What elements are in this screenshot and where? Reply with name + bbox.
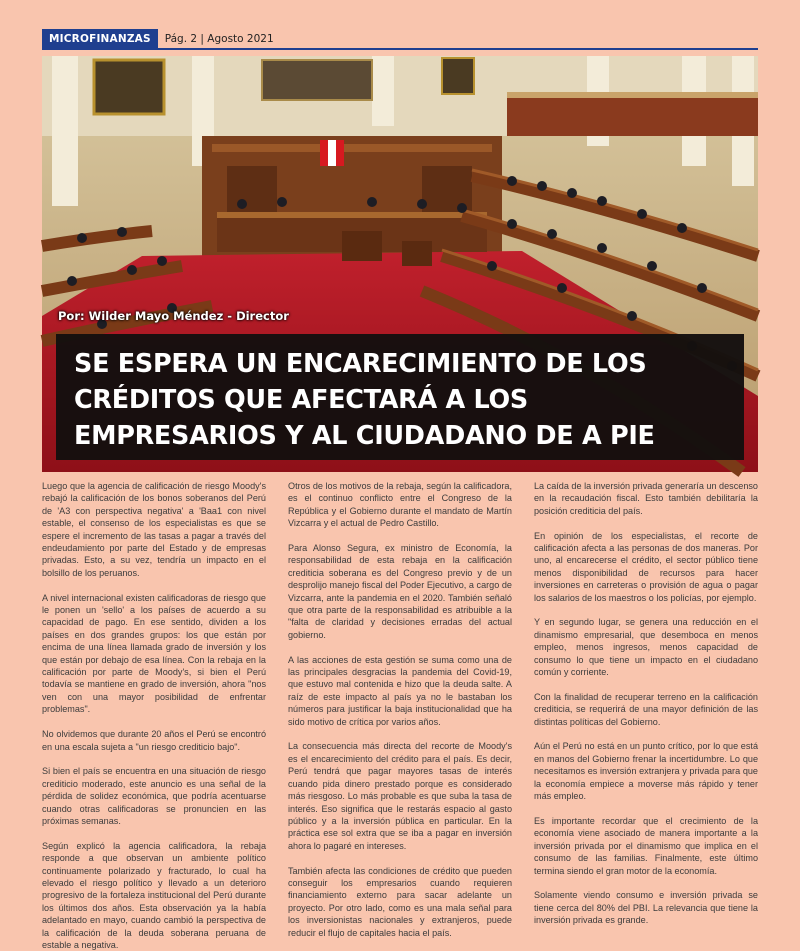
paragraph: Solamente viendo consumo e inversión privada se tiene cerca del 80% del PBI. La relevancia que tiene la inversión privada es grande. [534,890,758,926]
paragraph: Y en segundo lugar, se genera una reducción en el dinamismo empresarial, que desemboca en menos empleo, menos ingresos, menos capacidad de consumo lo que tiene un impacto en el ciudadano común y corriente. [534,617,758,678]
headline-box [56,334,744,460]
article-column-3 [534,480,758,926]
paragraph: También afecta las condiciones de crédito que pueden conseguir los empresarios cuando requieren financiamiento externo para sacar adelante un proyecto. Por otro lado, como es una mala señal para los inversionistas nacionales y extranjeros, puede reducir el flujo de capitales hacia el país. [288,865,512,938]
paragraph: No olvidemos que durante 20 años el Perú se encontró en una escala sujeta a "un riesgo crediticio bajo". [42,729,266,752]
paragraph: Con la finalidad de recuperar terreno en la calificación crediticia, se requerirá de una mayor definición de las distintas políticas del Gobierno. [534,691,758,727]
brand-logo: MICROFINANZAS [42,29,158,49]
paragraph: La caída de la inversión privada generaría un descenso en la recaudación fiscal. Esto también debilitaría la posición crediticia del país. [534,481,758,516]
paragraph: Es importante recordar que el crecimiento de la economía viene asociado de manera importante a la inversión privada por el dinamismo que implica en el consumo de las familias. Finalmente, este último termina siendo el gran motor de la economía. [534,815,758,876]
hero-photo [42,56,758,472]
paragraph: Luego que la agencia de calificación de riesgo Moody's rebajó la calificación de los bonos soberanos del Perú de 'A3 con perspectiva negativa' a 'Baa1 con nivel estable, el consenso de los especialistas es que se espere el incremento de las tasas a pagar a través del endeudamiento por parte del Estado y de empresas privadas. Esto, a su vez, tendría un impacto en el bolsillo de los peruanos. [42,481,266,578]
paragraph: Otros de los motivos de la rebaja, según la calificadora, es el continuo conflicto entre el Congreso de la República y el Gobierno durante el mandato de Martín Vizcarra y el actual de Pedro Castillo. [288,481,512,529]
page-header [42,28,758,50]
header-rule [42,48,758,50]
paragraph: Para Alonso Segura, ex ministro de Economía, la responsabilidad de esta rebaja en la calificación crediticia soberana es del Congreso previo y de un desprolijo manejo fiscal del Poder Ejecutivo, a cargo de Vizcarra, ante la pandemia en el 2020. También señaló que otra parte de la responsabilidad es atribuible a la "falta de claridad y decisiones erradas del actual gobierno. [288,543,512,640]
page-number-date: Pág. 2 | Agosto 2021 [164,33,274,45]
paragraph: Aún el Perú no está en un punto crítico, por lo que está en manos del Gobierno frenar la incertidumbre. Lo que necesitamos es inversión extranjera y privada para que la economía empiece a moverse más rápido y tener más empleo. [534,741,758,802]
headline: SE ESPERA UN ENCARECIMIENTO DE LOS CRÉDITOS QUE AFECTARÁ A LOS EMPRESARIOS Y AL CIUDADANO DE A PIE [74,349,655,451]
article-column-1 [42,480,266,950]
photo-credit: Por: Wilder Mayo Méndez - Director [58,309,289,323]
paragraph: A nivel internacional existen calificadoras de riesgo que le ponen un 'sello' a los países de acuerdo a su capacidad de pago. En ese sentido, dividen a los países en dos grandes grupos: los que están por encima de una línea llamada grado de inversión y los que están por debajo de esa línea. Con la rebaja en la calificación por parte de Moody's, si bien el Perú todavía se mantiene en grado de inversión, ahora "nos ven con una mayor posibilidad de enfrentar problemas". [42,592,266,715]
article-body [42,480,758,950]
paragraph: A las acciones de esta gestión se suma como una de las principales desgracias la pandemia del Covid-19, que estuvo mal contenida e hizo que la deuda salte. A raíz de este impacto al país ya no le bastaban los números para justificar la baja institucionalidad que ha sido motivo de crítica por varios años. [288,654,512,727]
paragraph: Según explicó la agencia calificadora, la rebaja responde a que observan un ambiente político continuamente polarizado y fracturado, lo cual ha elevado el riesgo político y llevado a un deterioro progresivo de la fortaleza institucional del Perú durante los últimos dos años. Esta observación ya la había adelantado en mayo, cuando cambió la perspectiva de la calificación de la deuda soberana peruana de estable a negativa. [42,840,266,950]
paragraph: La consecuencia más directa del recorte de Moody's es el encarecimiento del crédito para el país. Es decir, Perú tendrá que pagar mayores tasas de interés cuando pida dinero prestado porque es considerado más riesgoso. Lo más probable es que suba la tasa de interés. Eso significa que le restarás espacio al gasto público y a la inversión pública en particular. En la práctica ese sol extra que se iba a pagar en inversión ahora lo pagaré en intereses. [288,741,512,851]
article-column-2 [288,480,512,938]
paragraph: Si bien el país se encuentra en una situación de riesgo crediticio moderado, este anuncio es una señal de la pérdida de solidez económica, que podría acentuarse cuando otras calificadoras se pronuncien en las próximas semanas. [42,766,266,826]
paragraph: En opinión de los especialistas, el recorte de calificación afecta a las personas de dos maneras. Por uno, al encarecerse el crédito, el sector público tiene menos disponibilidad de recursos para hacer inversiones en carreteras o provisión de agua o pagar los salarios de los maestros o los policías, por ejemplo. [534,530,758,603]
